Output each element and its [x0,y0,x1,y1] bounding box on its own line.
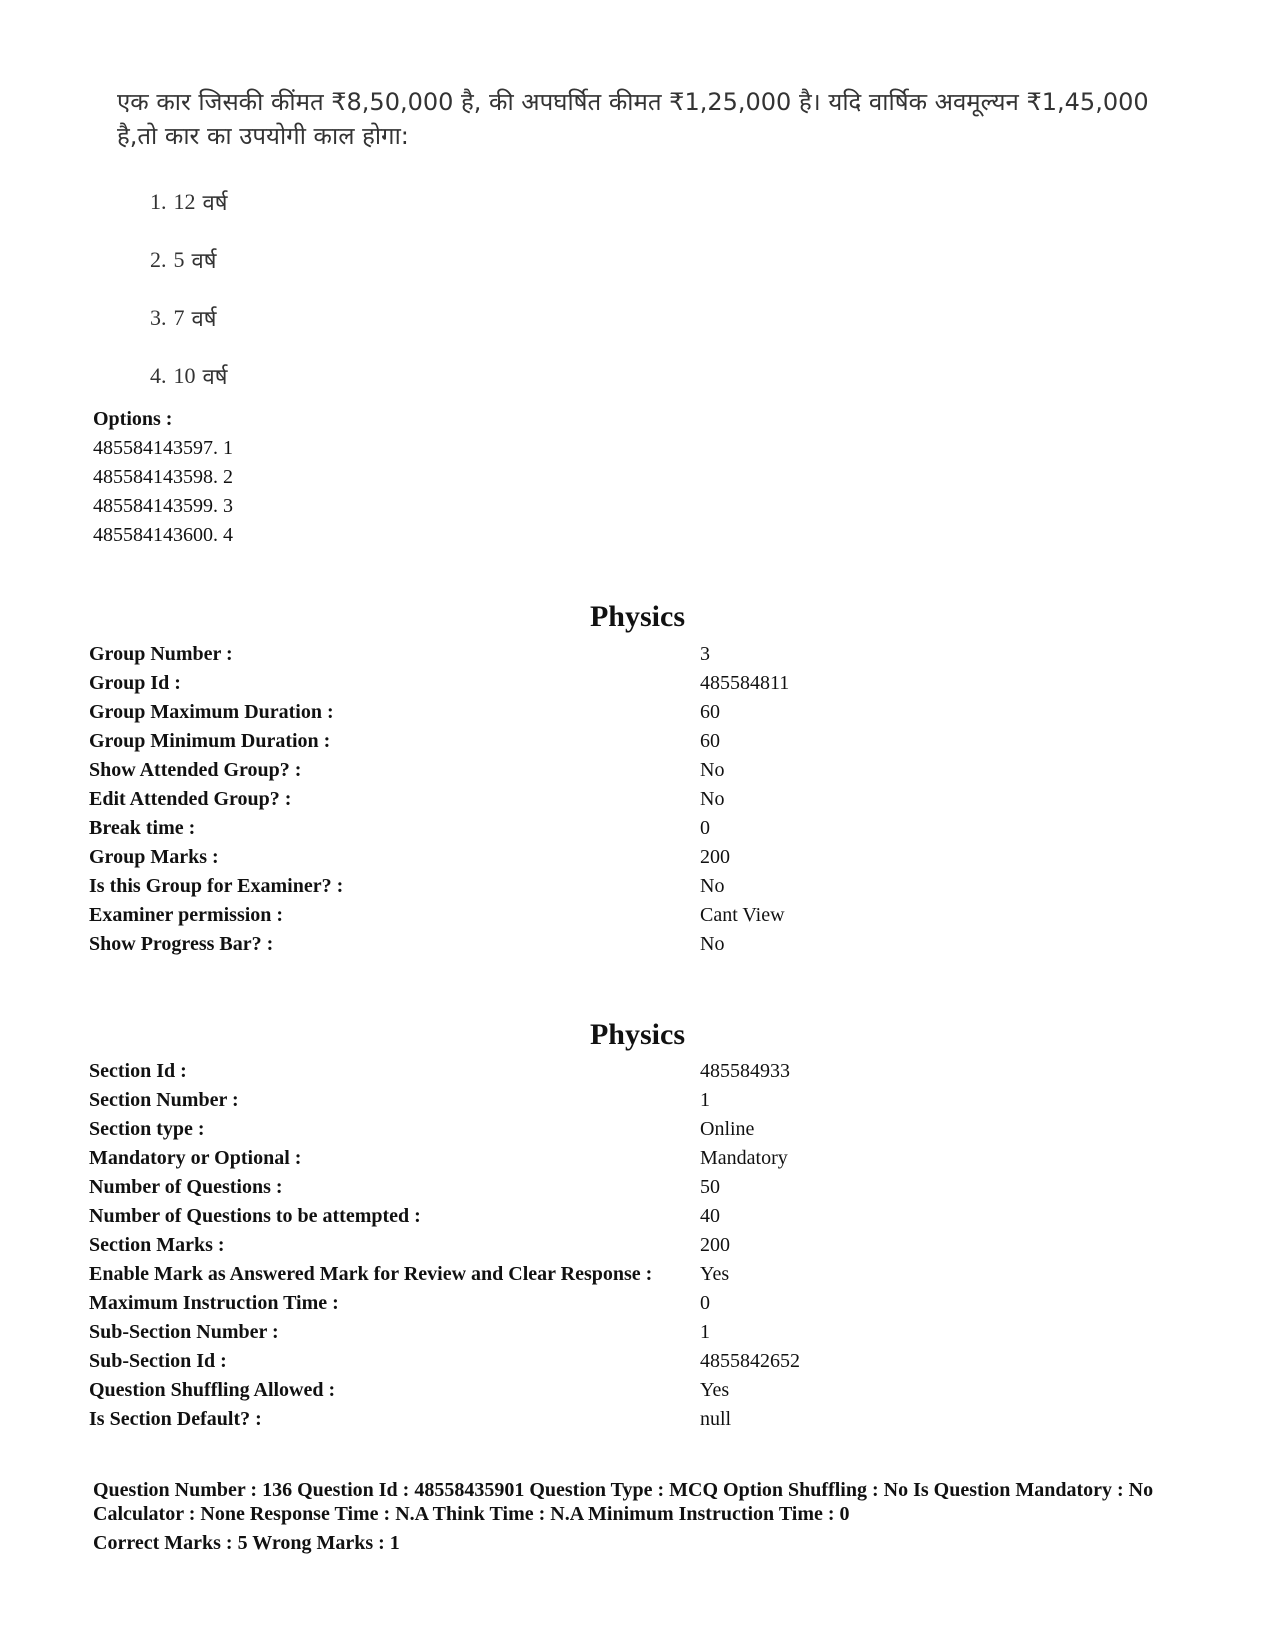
detail-value: Mandatory [700,1147,788,1169]
detail-row [89,1057,1189,1086]
choice-unit: वर्ष [202,191,228,216]
detail-key: Section Id : [89,1060,187,1082]
detail-key: Enable Mark as Answered Mark for Review and Clear Response : [89,1263,653,1285]
detail-value: 485584811 [700,672,790,694]
detail-row [89,1376,1189,1405]
options-label: Options : [93,408,173,430]
detail-value: Cant View [700,904,785,926]
detail-row [89,1260,1189,1289]
detail-value: 50 [700,1176,720,1198]
choice-value: 12 [173,189,196,214]
detail-key: Group Id : [89,672,181,694]
detail-row [89,843,1189,872]
detail-row [89,698,1189,727]
marks-info: Correct Marks : 5 Wrong Marks : 1 [93,1532,400,1554]
detail-value: Yes [700,1379,730,1401]
group-heading: Physics [589,600,685,633]
detail-value: No [700,788,725,810]
detail-key: Sub-Section Id : [89,1350,227,1372]
detail-row [89,814,1189,843]
detail-row [89,727,1189,756]
detail-row [89,1405,1189,1434]
detail-row [89,1202,1189,1231]
detail-key: Number of Questions to be attempted : [89,1205,421,1227]
detail-value: Yes [700,1263,730,1285]
detail-row [89,901,1189,930]
choice-2 [150,231,227,289]
detail-value: 485584933 [700,1060,790,1082]
answer-choices [150,173,227,405]
option-item: 485584143597. 1 [93,437,233,459]
detail-value: No [700,875,725,897]
detail-value: 0 [700,1292,710,1314]
question-text: एक कार जिसकी कींमत ₹8,50,000 है, की अपघर्षित कीमत ₹1,25,000 है। यदि वार्षिक अवमूल्यन ₹1,45,000 है,तो कार का उपयोगी काल होगा: [117,88,1149,150]
group-details [89,640,1189,959]
option-item: 485584143598. 2 [93,466,233,488]
detail-row [89,1289,1189,1318]
detail-value: No [700,759,725,781]
detail-key: Mandatory or Optional : [89,1147,302,1169]
choice-unit: वर्ष [191,307,217,332]
detail-row [89,640,1189,669]
detail-key: Number of Questions : [89,1176,283,1198]
choice-value: 10 [173,363,196,388]
choice-unit: वर्ष [191,249,217,274]
detail-key: Group Number : [89,643,233,665]
detail-value: 4855842652 [700,1350,800,1372]
detail-value: null [700,1408,732,1430]
detail-key: Is this Group for Examiner? : [89,875,344,897]
choice-1 [150,173,227,231]
detail-key: Show Attended Group? : [89,759,302,781]
detail-row [89,1318,1189,1347]
detail-row [89,1231,1189,1260]
choice-4 [150,347,227,405]
detail-value: 1 [700,1321,710,1343]
detail-row [89,1144,1189,1173]
detail-value: 3 [700,643,710,665]
detail-row [89,930,1189,959]
detail-value: 40 [700,1205,720,1227]
detail-key: Show Progress Bar? : [89,933,274,955]
detail-key: Maximum Instruction Time : [89,1292,339,1314]
choice-3 [150,289,227,347]
choice-number: 2. [150,247,167,272]
choice-unit: वर्ष [202,365,228,390]
section-details [89,1057,1189,1434]
option-item: 485584143599. 3 [93,495,233,517]
section-heading: Physics [589,1018,685,1051]
detail-key: Section type : [89,1118,205,1140]
detail-row [89,669,1189,698]
detail-value: 0 [700,817,710,839]
detail-key: Edit Attended Group? : [89,788,292,810]
detail-key: Question Shuffling Allowed : [89,1379,336,1401]
detail-row [89,756,1189,785]
detail-key: Break time : [89,817,196,839]
detail-value: No [700,933,725,955]
detail-row [89,1086,1189,1115]
detail-row [89,1347,1189,1376]
detail-value: 1 [700,1089,710,1111]
detail-row [89,1115,1189,1144]
choice-number: 4. [150,363,167,388]
detail-key: Section Marks : [89,1234,225,1256]
option-item: 485584143600. 4 [93,524,233,546]
detail-key: Section Number : [89,1089,239,1111]
detail-value: 200 [700,846,730,868]
question-meta: Question Number : 136 Question Id : 48558435901 Question Type : MCQ Option Shuffling : No Is Question Mandatory : No Calculator : None Response Time : N.A Think Time : N.A Minimum Instruction Time : 0 [93,1479,1154,1525]
detail-key: Sub-Section Number : [89,1321,279,1343]
detail-value: Online [700,1118,755,1140]
detail-key: Group Maximum Duration : [89,701,334,723]
choice-number: 1. [150,189,167,214]
choice-number: 3. [150,305,167,330]
detail-key: Group Marks : [89,846,219,868]
detail-key: Is Section Default? : [89,1408,262,1430]
detail-row [89,1173,1189,1202]
detail-value: 60 [700,730,720,752]
detail-value: 200 [700,1234,730,1256]
detail-row [89,872,1189,901]
options-list [93,405,233,550]
detail-value: 60 [700,701,720,723]
detail-key: Group Minimum Duration : [89,730,331,752]
question-info [93,1478,1213,1555]
detail-key: Examiner permission : [89,904,284,926]
detail-row [89,785,1189,814]
choice-value: 7 [173,305,185,330]
choice-value: 5 [173,247,185,272]
